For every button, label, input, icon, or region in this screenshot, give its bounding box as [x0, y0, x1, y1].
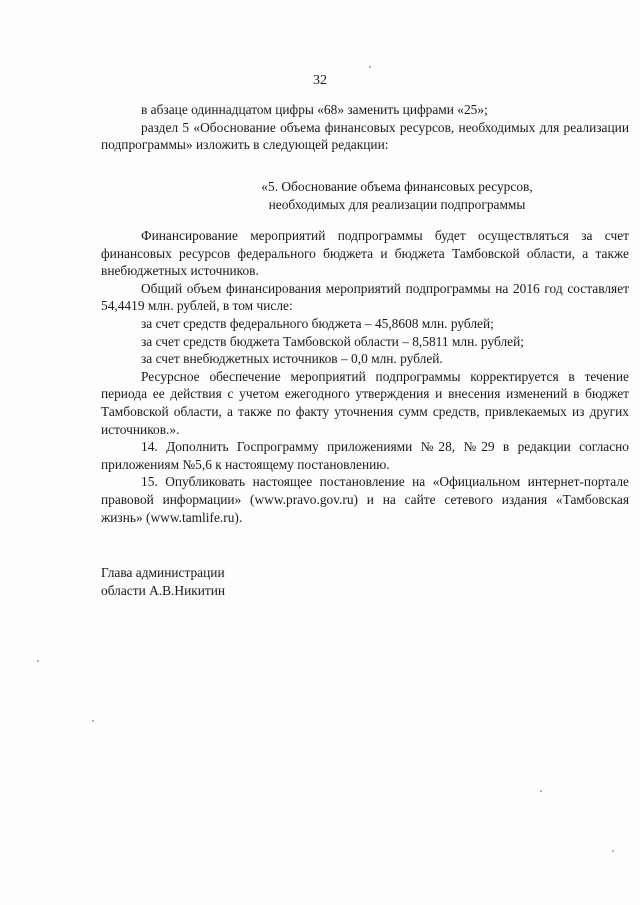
- section-body: [101, 227, 629, 526]
- scan-speck: [540, 790, 542, 792]
- extrabudgetary-line: за счет внебюджетных источников – 0,0 млн. рублей.: [141, 351, 443, 367]
- section-heading-line1: «5. Обоснование объема финансовых ресурсов,: [261, 179, 533, 194]
- federal-budget-line: за счет средств федерального бюджета – 45,8608 млн. рублей;: [141, 315, 494, 331]
- signature-name: области А.В.Никитин: [101, 582, 226, 598]
- item-14-paragraph: 14. Дополнить Госпрограмму приложениями №28, №29 в редакции согласно приложениям №5,6 к настоящему постановлению.: [101, 439, 629, 472]
- page-number: 32: [313, 73, 327, 88]
- replace-digits-paragraph: в абзаце одиннадцатом цифры «68» заменить цифрами «25»;: [141, 102, 488, 117]
- item-15-paragraph: 15. Опубликовать настоящее постановление на «Официальном интернет-портале правовой информации» (www.pravo.gov.ru) и на сайте сетевого издания «Тамбовская жизнь» (www.tamlife.ru).: [101, 474, 629, 525]
- total-volume-paragraph: Общий объем финансирования мероприятий подпрограммы на 2016 год составляет 54,4419 млн. рублей, в том числе:: [101, 280, 629, 314]
- scan-speck: [369, 66, 371, 68]
- signature-block: [101, 564, 361, 599]
- section-heading: [101, 178, 629, 214]
- signature-title: Глава администрации: [101, 565, 225, 580]
- regional-budget-line: за счет средств бюджета Тамбовской области – 8,5811 млн. рублей;: [141, 333, 524, 349]
- section-heading-line2: необходимых для реализации подпрограммы: [268, 197, 526, 212]
- adjustment-paragraph: Ресурсное обеспечение мероприятий подпрограммы корректируется в течение периода ее действия с учетом ежегодного утверждения и внесения изменений в бюджет Тамбовской области, а также по факту уточнения сумм средств, привлекаемых из других источников.».: [101, 368, 629, 437]
- scan-speck: [37, 660, 39, 662]
- scan-speck: [612, 850, 614, 852]
- section-instruction-paragraph: раздел 5 «Обоснование объема финансовых ресурсов, необходимых для реализации подпрограммы» изложить в следующей редакции:: [101, 119, 629, 153]
- funding-sources-paragraph: Финансирование мероприятий подпрограммы будет осуществляться за счет финансовых ресурсов федерального бюджета и бюджета Тамбовской области, а также внебюджетных источников.: [101, 228, 629, 279]
- scan-speck: [92, 720, 94, 722]
- intro-block: [101, 101, 629, 154]
